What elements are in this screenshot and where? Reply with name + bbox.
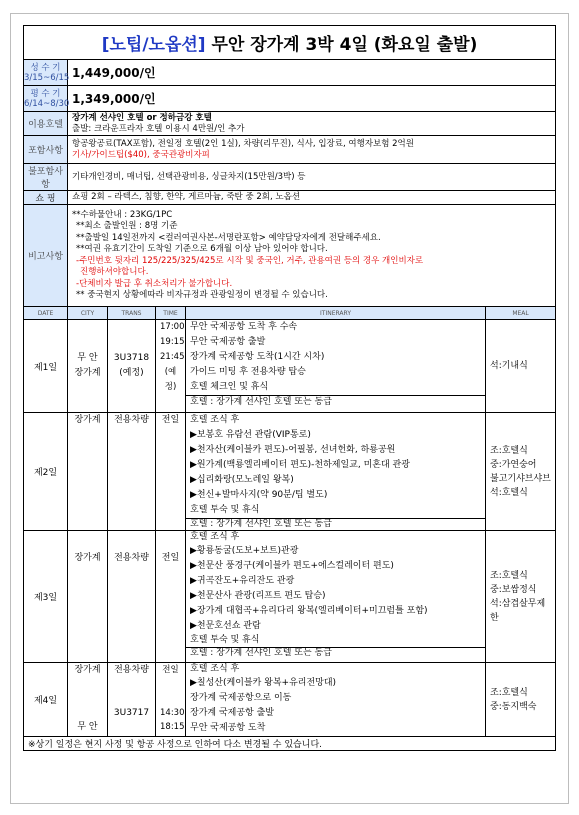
day-itinerary [186,531,486,663]
shopping-text: 쇼핑 2회 – 라텍스, 침향, 한약, 게르마늄, 죽탄 중 2회, 노옵션 [68,191,556,205]
city-name: 무 안 [77,353,98,363]
itinerary-item: 호텔 체크인 및 휴식 [190,382,269,392]
included-row [24,136,556,164]
itinerary-item: 호텔 투숙 및 휴식 [190,635,260,645]
day-time [156,531,186,663]
note-red-line: -주민번호 뒷자리 125/225/325/425로 시작 및 중국인, 거주, 관용여권 등의 경우 개인비자로 [76,255,424,266]
day-row-3 [24,531,556,663]
day-trans [108,413,156,531]
header-meal: MEAL [486,307,556,320]
note-line: **수하물안내 : 23KG/1PC [72,209,173,220]
time-value: 14:30 [160,708,185,718]
excluded-label: 불포함사항 [24,164,68,191]
flight-code: 3U3717 [113,708,150,718]
city-name: 장가계 [74,665,101,675]
itinerary-item: 가이드 미팅 후 전용차량 탑승 [190,367,306,377]
time-value: 21:45 [160,352,185,362]
header-itinerary: ITINERARY [186,307,486,320]
header-trans: TRANS [108,307,156,320]
excluded-text: 기타개인경비, 매너팁, 선택관광비용, 싱글차지(15만원/3박) 등 [68,164,556,191]
note-line: **출발일 14일전까지 <컬러여권사본-서명란포함> 예약담당자에게 전달해주세요. [76,232,381,243]
price-value: 1,449,000/인 [68,60,556,86]
shopping-row [24,191,556,205]
day-itinerary [186,320,486,413]
city-name: 장가계 [74,368,101,378]
hotel-line: 호텔 : 장가계 선샤인 호텔 또는 동급 [186,395,485,409]
itinerary-item: 호텔 조식 후 [190,532,240,542]
note-red-line: -단체비자 발급 후 취소처리가 불가합니다. [76,278,233,289]
day-meals [486,663,556,737]
header-date: DATE [24,307,68,320]
day-label: 제3일 [24,531,68,663]
itinerary-item: ▶장가계 대협곡+유리다리 왕복(엘리베이터+미끄럼틀 포함) [190,606,428,616]
hotel-info [68,112,556,136]
day-time [156,413,186,531]
day-row-2 [24,413,556,531]
time-value: 19:15 [160,337,185,347]
note-red-line: 진행하셔야합니다. [80,267,149,277]
included-info [68,136,556,164]
day-meals [486,413,556,531]
season-label [24,60,68,86]
meal-item: 중:동지백숙 [490,701,537,712]
day-meals [486,320,556,413]
day-city [68,663,108,737]
day-label: 제1일 [24,320,68,413]
excluded-row [24,164,556,191]
day-city [68,413,108,531]
transport-mode: 전용차량 [114,415,149,425]
day-city [68,320,108,413]
meal-item: 조:호텔식 [490,687,528,698]
day-label: 제2일 [24,413,68,531]
itinerary-item: 무안 국제공항 출발 [190,337,266,347]
day-itinerary [186,663,486,737]
itinerary-item: ▶칠성산(케이블카 왕복+유리전망대) [190,678,337,688]
day-row-1 [24,320,556,413]
itinerary-item: 호텔 조식 후 [190,664,240,674]
notes-row [24,205,556,307]
day-label: 제4일 [24,663,68,737]
season-name: 평 수 기 [30,88,61,99]
itinerary-item: ▶천자산(케이블카 편도)-어필봉, 선녀헌화, 하룡공원 [190,445,396,455]
hotel-label: 이용호텔 [24,112,68,136]
notes-content [68,205,556,307]
note-line: **최소 출발인원 : 8명 기준 [76,221,178,231]
hotel-row [24,112,556,136]
itinerary-item: ▶천문산 풍경구(케이블카 편도+에스컬레이터 편도) [190,561,394,571]
meal-item: 석:삼겹살무제한 [490,598,546,623]
hotel-line: 출발: 크라운프라자 호텔 이용시 4만원/인 추가 [72,123,245,134]
note-line: ** 중국현지 상황에따라 비자규정과 관광일정이 변경될 수 있습니다. [76,290,328,300]
meal-item: 불고기샤브샤브 [490,473,551,484]
meal-item: 석:기내식 [490,361,528,371]
header-city: CITY [68,307,108,320]
itinerary-item: 장가계 국제공항 출발 [190,708,274,718]
day-meals [486,531,556,663]
day-trans [108,531,156,663]
transport-mode: 전용차량 [114,665,149,675]
flight-note: (예정) [119,368,144,378]
header-time: TIME [156,307,186,320]
hotel-line: 호텔 : 장가계 선샤인 호텔 또는 동급 [186,647,485,659]
spacer [112,677,151,706]
price-row-peak [24,60,556,86]
itinerary-item: 호텔 조식 후 [190,415,240,425]
notes-label: 비고사항 [24,205,68,307]
meal-item: 석:호텔식 [490,487,528,498]
included-label: 포함사항 [24,136,68,164]
time-value: 전일 [162,665,179,675]
day-trans [108,320,156,413]
itinerary-document [23,25,556,751]
price-value: 1,349,000/인 [68,86,556,112]
season-name: 성 수 기 [30,62,61,73]
time-value: (예정) [164,367,177,392]
schedule-header [24,307,556,320]
title-package: [노팁/노옵션] [101,35,206,55]
itinerary-item: 무안 국제공항 도착 후 수속 [190,322,298,332]
itinerary-item: ▶보봉호 유람선 관람(VIP통로) [190,430,311,440]
city-name: 장가계 [74,553,101,563]
itinerary-item: ▶천문호선쇼 관람 [190,621,261,631]
time-value: 17:00 [160,322,185,332]
included-text: 항공왕공료(TAX포함), 전일정 호텔(2인 1실), 차량(리무진), 식사, 입장료, 여행자보험 2억원 [72,138,414,149]
itinerary-item: ▶십리화랑(모노레일 왕복) [190,475,294,485]
day-trans [108,663,156,737]
footer-row [24,737,556,751]
season-label [24,86,68,112]
season-period: 3/15~6/15 [24,72,70,83]
spacer [160,677,181,706]
day-city [68,531,108,663]
document-title [24,26,556,60]
season-period: 6/14~8/30 [24,98,70,109]
city-name: 무 안 [77,722,98,732]
meal-item: 중:가연숭어 [490,459,537,470]
itinerary-item: ▶천신+발마사지(약 90분/팁 별도) [190,490,328,500]
note-line: **여권 유효기간이 도착일 기준으로 6개월 이상 남아 있어야 합니다. [76,244,328,254]
city-name: 장가계 [74,415,101,425]
transport-mode: 전용차량 [114,553,149,563]
title-main: 무안 장가계 3박 4일 (화요일 출발) [211,35,478,55]
itinerary-item: 호텔 투숙 및 휴식 [190,505,260,515]
time-value: 전일 [161,553,180,563]
day-time [156,663,186,737]
included-red-text: 기사/가이드팁($40), 중국관광비자피 [72,149,210,160]
itinerary-item: ▶귀곡잔도+유리잔도 관광 [190,576,295,586]
itinerary-item: ▶천문산사 관광(리프트 편도 탑승) [190,591,326,601]
itinerary-item: 무안 국제공항 도착 [190,723,266,733]
footer-note: ※상기 일정은 현지 사정 및 항공 사정으로 인하여 다소 변경될 수 있습니다. [24,737,556,751]
day-row-4 [24,663,556,737]
meal-item: 조:호텔식 [490,445,528,456]
time-value: 18:15 [160,722,185,732]
day-itinerary [186,413,486,531]
shopping-label: 쇼 핑 [24,191,68,205]
hotel-line: 장가계 선샤인 호텔 or 정하금강 호텔 [72,112,212,123]
day-time [156,320,186,413]
meal-item: 조:호텔식 [490,570,528,581]
spacer [72,677,103,720]
price-row-regular [24,86,556,112]
itinerary-item: ▶황룡동굴(도보+보트)관광 [190,546,299,556]
itinerary-item: 장가계 국제공항 도착(1시간 시차) [190,352,325,362]
itinerary-item: ▶원가계(백룡엘리베이터 편도)-천하제일교, 미혼대 관광 [190,460,410,470]
time-value: 전일 [161,415,180,425]
hotel-line: 호텔 : 장가계 선샤인 호텔 또는 동급 [186,518,485,530]
itinerary-item: 장가계 국제공항으로 이동 [190,693,292,703]
meal-item: 중:보쌈정식 [490,584,537,595]
flight-code: 3U3718 [113,353,150,363]
